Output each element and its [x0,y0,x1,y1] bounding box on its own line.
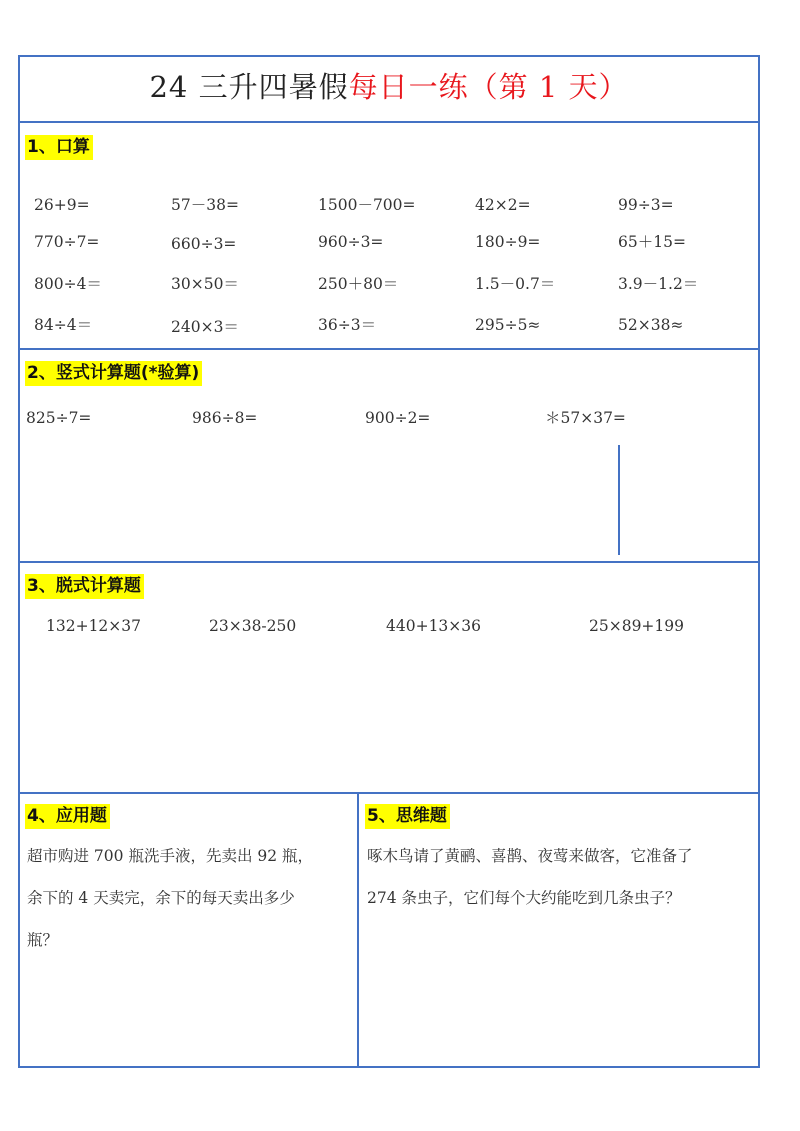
stepwise-calc-item: 25×89+199 [589,617,685,635]
oral-item: 295÷5≈ [475,316,541,334]
section4-heading: 4、应用题 [25,804,110,829]
oral-item: 26+9= [34,196,90,214]
vertical-calc-item: ＊57×37= [545,409,626,427]
title-black: 24 三升四暑假 [149,70,349,104]
oral-item: 57－38= [171,196,239,214]
worksheet-frame [18,55,760,1068]
vertical-calc-item: 986÷8= [192,409,258,427]
oral-item: 250＋80＝ [318,275,399,293]
oral-item: 1500－700= [318,196,416,214]
title-red: 每日一练（第 1 天） [348,70,629,104]
oral-item: 42×2= [475,196,531,214]
oral-item: 84÷4＝ [34,316,93,334]
oral-item: 1.5－0.7＝ [475,275,556,293]
thinking-problem [367,835,757,919]
oral-item: 99÷3= [618,196,674,214]
oral-item: 52×38≈ [618,316,684,334]
thinking-problem-line: 274 条虫子，它们每个大约能吃到几条虫子？ [367,889,681,907]
divider-vertical-calc [618,445,620,555]
divider-title [20,121,758,123]
divider-section2 [20,561,758,563]
divider-section3 [20,792,758,794]
oral-item: 65＋15= [618,233,686,251]
section1-heading: 1、口算 [25,135,93,160]
word-problem-line: 瓶？ [27,931,59,949]
vertical-calc-item: 825÷7= [26,409,92,427]
oral-item: 770÷7= [34,233,100,251]
section3-heading: 3、脱式计算题 [25,574,144,599]
oral-item: 960÷3= [318,233,384,251]
section2-heading: 2、竖式计算题(*验算) [25,361,202,386]
word-problem-line: 余下的 4 天卖完，余下的每天卖出多少 [27,889,295,907]
word-problem-line: 超市购进 700 瓶洗手液，先卖出 92 瓶， [27,847,314,865]
vertical-calc-item: 900÷2= [365,409,431,427]
stepwise-calc-item: 132+12×37 [46,617,142,635]
oral-item: 800÷4＝ [34,275,102,293]
stepwise-calc-item: 440+13×36 [386,617,482,635]
page-title [20,65,758,109]
stepwise-calc-item: 23×38-250 [209,617,297,635]
oral-item: 3.9－1.2＝ [618,275,699,293]
oral-item: 36÷3＝ [318,316,377,334]
oral-item: 240×3＝ [171,318,239,336]
divider-section4-5 [357,794,359,1066]
divider-section1 [20,348,758,350]
thinking-problem-line: 啄木鸟请了黄鹂、喜鹊、夜莺来做客，它准备了 [367,847,693,865]
oral-item: 660÷3= [171,235,237,253]
oral-item: 30×50＝ [171,275,239,293]
section5-heading: 5、思维题 [365,804,450,829]
oral-item: 180÷9= [475,233,541,251]
word-problem [27,835,357,961]
